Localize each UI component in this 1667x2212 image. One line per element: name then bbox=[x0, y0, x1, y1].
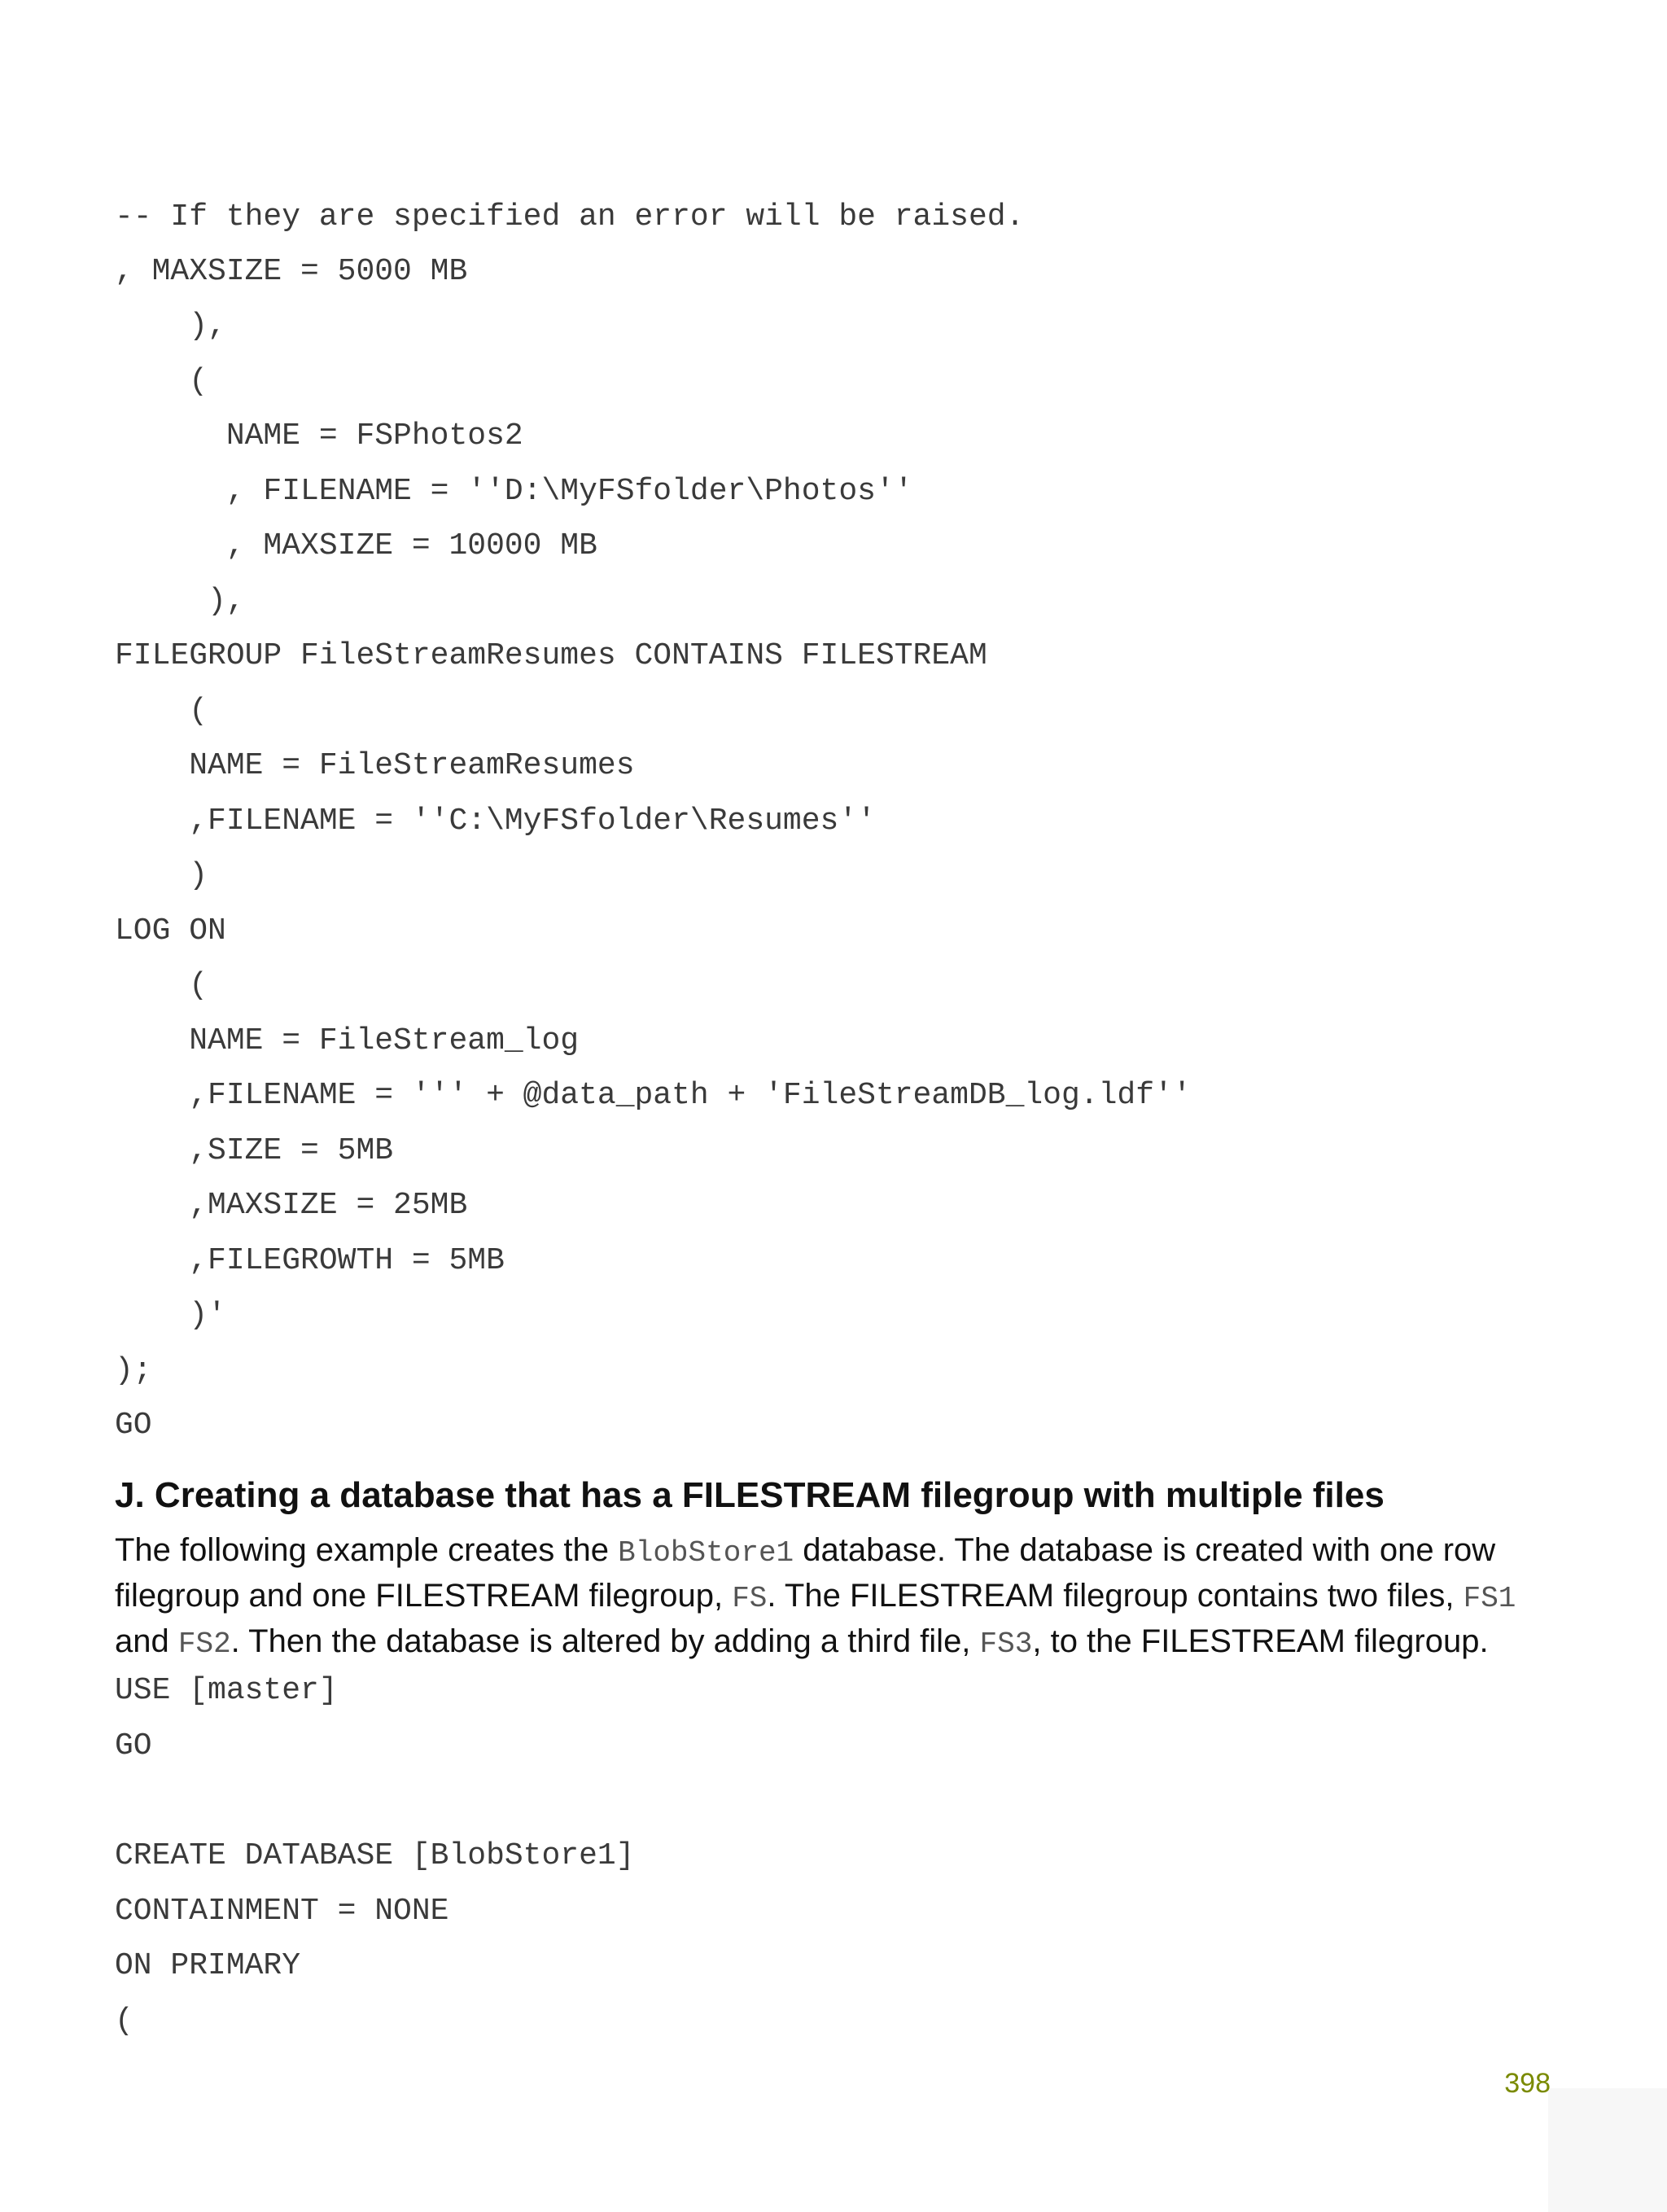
code-line: -- If they are specified an error will be raised. bbox=[115, 199, 1025, 234]
code-line: , MAXSIZE = 5000 MB bbox=[115, 254, 468, 289]
code-line: ) bbox=[115, 858, 208, 893]
code-line: ( bbox=[115, 968, 208, 1003]
code-line: NAME = FileStreamResumes bbox=[115, 748, 635, 783]
code-line: USE [master] bbox=[115, 1673, 338, 1708]
inline-code: FS2 bbox=[177, 1627, 231, 1661]
code-line: LOG ON bbox=[115, 913, 226, 948]
para-text: and bbox=[115, 1623, 178, 1659]
page-corner-shade bbox=[1548, 2088, 1667, 2212]
code-line: , MAXSIZE = 10000 MB bbox=[115, 528, 597, 563]
para-text: . The FILESTREAM filegroup contains two files, bbox=[767, 1578, 1464, 1614]
code-line: ( bbox=[115, 2004, 133, 2039]
code-line: NAME = FSPhotos2 bbox=[115, 418, 523, 453]
para-text: , to the FILESTREAM filegroup. bbox=[1032, 1623, 1489, 1659]
para-text: The following example creates the bbox=[115, 1532, 619, 1568]
section-heading: J. Creating a database that has a FILESTREAM filegroup with multiple files bbox=[115, 1475, 1385, 1515]
inline-code: BlobStore1 bbox=[618, 1536, 794, 1570]
code-line: GO bbox=[115, 1728, 152, 1763]
inline-code: FS1 bbox=[1463, 1582, 1516, 1615]
code-line: ,MAXSIZE = 25MB bbox=[115, 1188, 468, 1223]
code-line: CREATE DATABASE [BlobStore1] bbox=[115, 1838, 635, 1873]
code-line: NAME = FileStream_log bbox=[115, 1023, 580, 1058]
code-line: ( bbox=[115, 694, 208, 729]
inline-code: FS3 bbox=[979, 1627, 1033, 1661]
code-line: ), bbox=[115, 309, 226, 344]
code-line: ); bbox=[115, 1353, 152, 1388]
code-line: CONTAINMENT = NONE bbox=[115, 1894, 449, 1929]
code-line: ), bbox=[115, 584, 245, 619]
code-line: ,FILENAME = ''' + @data_path + 'FileStreamDB_log.ldf'' bbox=[115, 1078, 1192, 1113]
section-paragraph bbox=[115, 1529, 1564, 1666]
page-number: 398 bbox=[1504, 2068, 1551, 2099]
para-text: database. The database is created with one row filegroup and one FILESTREAM filegroup, bbox=[115, 1532, 1496, 1614]
para-text: . Then the database is altered by adding a third file, bbox=[230, 1623, 980, 1659]
code-line: ,FILEGROWTH = 5MB bbox=[115, 1243, 505, 1278]
code-line: GO bbox=[115, 1408, 152, 1443]
code-line: ,SIZE = 5MB bbox=[115, 1133, 394, 1168]
code-line: )' bbox=[115, 1298, 226, 1333]
code-line: ON PRIMARY bbox=[115, 1948, 301, 1983]
code-line: FILEGROUP FileStreamResumes CONTAINS FILESTREAM bbox=[115, 638, 987, 673]
inline-code: FS bbox=[732, 1582, 768, 1615]
code-line: ( bbox=[115, 364, 208, 399]
code-line: , FILENAME = ''D:\MyFSfolder\Photos'' bbox=[115, 474, 913, 509]
code-line: ,FILENAME = ''C:\MyFSfolder\Resumes'' bbox=[115, 804, 876, 839]
